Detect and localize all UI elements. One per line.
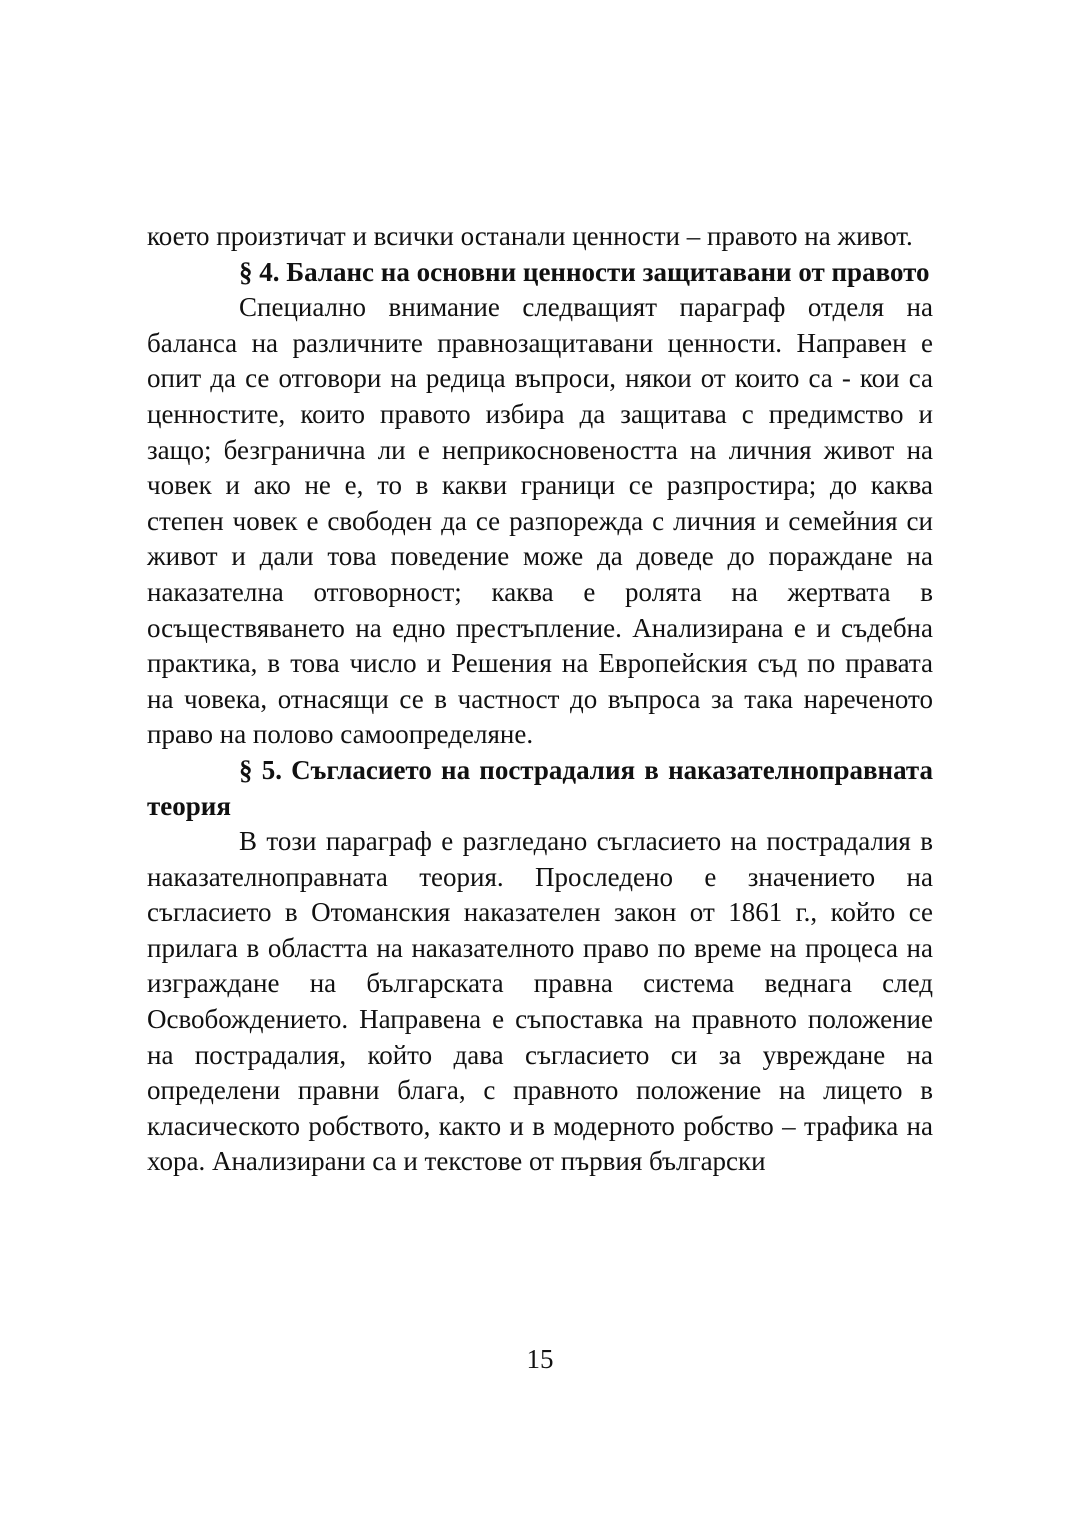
section-heading-4: § 4. Баланс на основни ценности защитавани от правото: [239, 256, 930, 287]
continuation-paragraph: което произтичат и всички останали ценности – правото на живот.: [147, 221, 913, 251]
section-body-5: В този параграф е разгледано съгласието на пострадалия в наказателноправната теория. Проследено е значението на съгласието в Отоманския наказателен закон от 1861 г., който се прилага в областта на наказателното право по време на процеса на изграждане на българската правна система веднага след Освобождението. Направена е съпоставка на правното положение на пострадалия, който дава съгласието си за увреждане на определени правни блага, с правното положение на лицето в класическото робството, както и в модерното робство – трафика на хора. Анализирани са и текстове от първия български: [147, 826, 933, 1177]
section-body-4: Специално внимание следващият параграф отделя на баланса на различните правнозащитавани ценности. Направен е опит да се отговори на редица въпроси, някои от които са - кои са ценностите, които правото избира да защитава с предимство и защо; безгранична ли е неприкосновеността на личния живот на човек и ако не е, то в какви граници се разпростира; до каква степен човек е свободен да се разпорежда с личния и семейния си живот и дали това поведение може да доведе до пораждане на наказателна отговорност; каква е ролята на жертвата в осъществяването на едно престъпление. Анализирана е и съдебна практика, в това число и Решения на Европейския съд по правата на човека, отнасящи се в частност до въпроса за така нареченото право на полово самоопределяне.: [147, 292, 933, 750]
page-body: [147, 219, 933, 1180]
page-number: 15: [526, 1344, 554, 1374]
section-heading-5: § 5. Съгласието на пострадалия в наказателноправната теория: [147, 754, 933, 821]
